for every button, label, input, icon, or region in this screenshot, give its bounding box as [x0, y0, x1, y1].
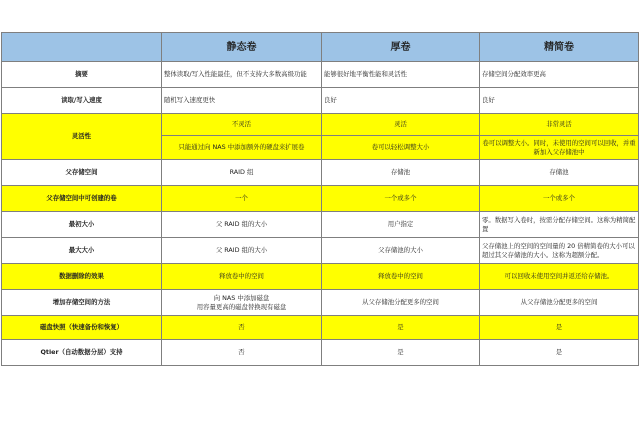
row-parent-storage	[2, 160, 639, 186]
cell-static: 只能通过向 NAS 中添加额外的硬盘来扩展卷	[162, 136, 322, 160]
cell-thin: 父存储池上的空间的空间量的 20 倍精简卷的大小可以超过其父存储池的大小。这称为超额分配。	[480, 238, 639, 264]
cell-thin: 零。数据写入卷时，按需分配存储空间。这称为精简配置	[480, 212, 639, 238]
row-label: 最初大小	[2, 212, 162, 238]
cell-thin: 非常灵活	[480, 114, 639, 136]
cell-static: 一个	[162, 186, 322, 212]
row-label: 父存储空间中可创建的卷	[2, 186, 162, 212]
header-thick-volume: 厚卷	[322, 33, 480, 62]
cell-thin: 是	[480, 316, 639, 340]
cell-thin: 卷可以调整大小。同时，未使用的空间可以回收，并重新加入父存储池中	[480, 136, 639, 160]
row-label: 最大大小	[2, 238, 162, 264]
row-label: 增加存储空间的方法	[2, 290, 162, 316]
cell-thick: 卷可以轻松调整大小	[322, 136, 480, 160]
cell-thick: 是	[322, 316, 480, 340]
cell-static: 否	[162, 340, 322, 366]
row-label: 灵活性	[2, 114, 162, 160]
cell-thin: 存储空间分配效率更高	[480, 62, 639, 88]
cell-thin: 可以回收未使用空间并返还给存储池。	[480, 264, 639, 290]
row-label: 读取/写入速度	[2, 88, 162, 114]
cell-static: 释放卷中的空间	[162, 264, 322, 290]
expand-method-line-1: 向 NAS 中添加磁盘	[213, 293, 270, 302]
cell-static: 整体读取/写入性能最佳，但不支持大多数高级功能	[162, 62, 322, 88]
header-corner	[2, 33, 162, 62]
cell-static: 父 RAID 组的大小	[162, 212, 322, 238]
row-max-size	[2, 238, 639, 264]
cell-thick: 一个或多个	[322, 186, 480, 212]
row-label: 数据删除的效果	[2, 264, 162, 290]
cell-static	[162, 290, 322, 316]
row-label: Qtier（自动数据分层）支持	[2, 340, 162, 366]
row-snapshot	[2, 316, 639, 340]
cell-thin: 良好	[480, 88, 639, 114]
expand-method-line-2: 用容量更高的磁盘替换现有磁盘	[196, 302, 287, 311]
cell-static: RAID 组	[162, 160, 322, 186]
row-speed	[2, 88, 639, 114]
row-expand-method	[2, 290, 639, 316]
cell-thick: 灵活	[322, 114, 480, 136]
cell-thick: 从父存储池分配更多的空间	[322, 290, 480, 316]
comparison-table	[1, 32, 639, 366]
row-label: 父存储空间	[2, 160, 162, 186]
header-thin-volume: 精简卷	[480, 33, 639, 62]
row-label: 磁盘快照（快速备份和恢复）	[2, 316, 162, 340]
cell-thick: 是	[322, 340, 480, 366]
cell-thin: 从父存储池分配更多的空间	[480, 290, 639, 316]
cell-static: 父 RAID 组的大小	[162, 238, 322, 264]
row-label: 摘要	[2, 62, 162, 88]
cell-thick: 释放卷中的空间	[322, 264, 480, 290]
cell-thin: 是	[480, 340, 639, 366]
header-static-volume: 静态卷	[162, 33, 322, 62]
row-initial-size	[2, 212, 639, 238]
cell-thick: 能够很好地平衡性能和灵活性	[322, 62, 480, 88]
row-qtier	[2, 340, 639, 366]
row-summary	[2, 62, 639, 88]
cell-static: 否	[162, 316, 322, 340]
row-delete-effect	[2, 264, 639, 290]
row-creatable-volumes	[2, 186, 639, 212]
cell-static: 随机写入速度更快	[162, 88, 322, 114]
cell-thick: 用户指定	[322, 212, 480, 238]
row-flexibility	[2, 114, 639, 136]
cell-static: 不灵活	[162, 114, 322, 136]
header-row	[2, 33, 639, 62]
cell-thin: 存储池	[480, 160, 639, 186]
cell-thick: 父存储池的大小	[322, 238, 480, 264]
cell-thick: 良好	[322, 88, 480, 114]
cell-thin: 一个或多个	[480, 186, 639, 212]
cell-thick: 存储池	[322, 160, 480, 186]
